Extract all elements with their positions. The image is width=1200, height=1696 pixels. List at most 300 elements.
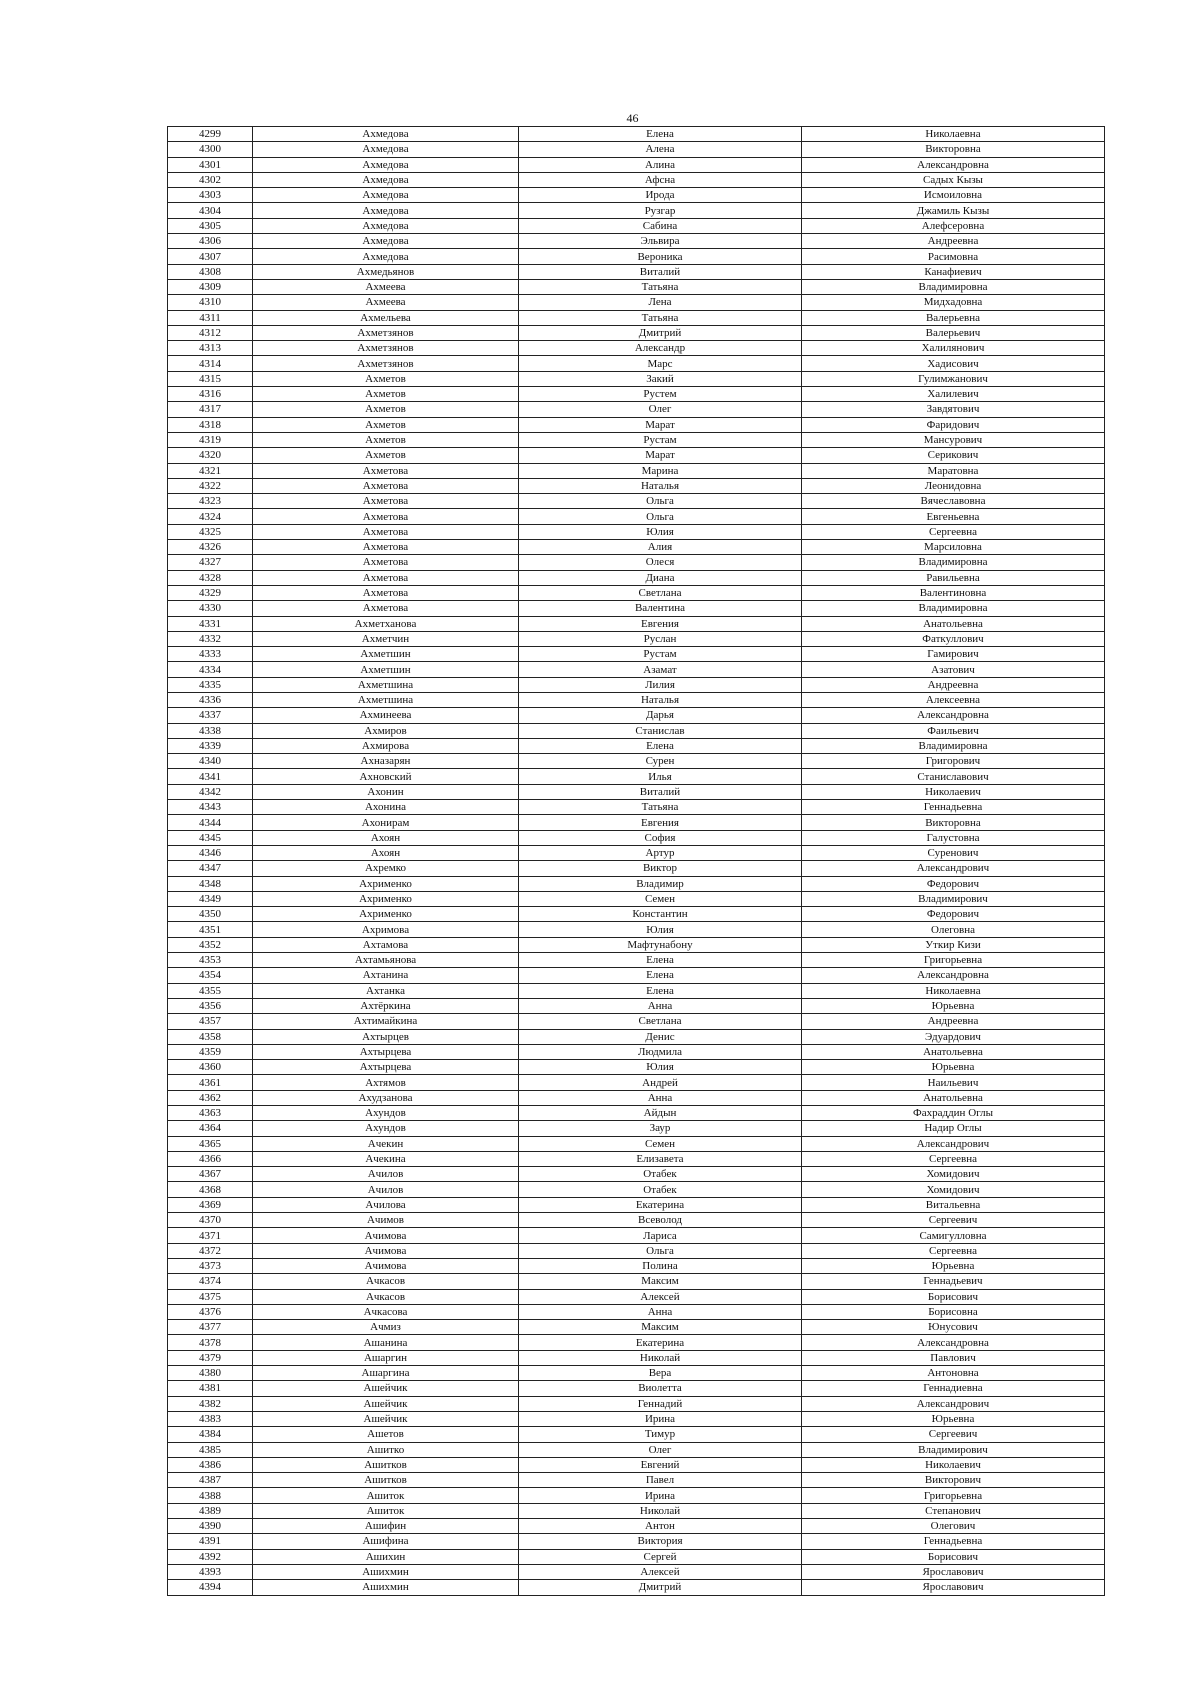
row-number-cell: 4352 — [168, 937, 253, 952]
table-row — [168, 295, 1105, 310]
last-name-cell: Ахметшина — [253, 677, 519, 692]
row-number-cell: 4305 — [168, 218, 253, 233]
row-number-cell: 4342 — [168, 784, 253, 799]
last-name-cell: Ачимов — [253, 1213, 519, 1228]
first-name-cell: Рустам — [519, 432, 802, 447]
last-name-cell: Ахметов — [253, 387, 519, 402]
row-number-cell: 4366 — [168, 1151, 253, 1166]
first-name-cell: Екатерина — [519, 1197, 802, 1212]
table-row — [168, 249, 1105, 264]
patronymic-cell: Хомидович — [802, 1182, 1105, 1197]
table-row — [168, 264, 1105, 279]
row-number-cell: 4309 — [168, 279, 253, 294]
patronymic-cell: Фаильевич — [802, 723, 1105, 738]
first-name-cell: Людмила — [519, 1044, 802, 1059]
patronymic-cell: Александровна — [802, 968, 1105, 983]
patronymic-cell: Надир Оглы — [802, 1121, 1105, 1136]
last-name-cell: Ачилов — [253, 1182, 519, 1197]
row-number-cell: 4312 — [168, 325, 253, 340]
table-row — [168, 1534, 1105, 1549]
table-row — [168, 1350, 1105, 1365]
table-row — [168, 1197, 1105, 1212]
first-name-cell: Юлия — [519, 524, 802, 539]
first-name-cell: Геннадий — [519, 1396, 802, 1411]
row-number-cell: 4379 — [168, 1350, 253, 1365]
first-name-cell: Вера — [519, 1366, 802, 1381]
patronymic-cell: Юрьевна — [802, 1258, 1105, 1273]
table-row — [168, 463, 1105, 478]
last-name-cell: Ахрименко — [253, 876, 519, 891]
first-name-cell: Константин — [519, 907, 802, 922]
table-row — [168, 631, 1105, 646]
last-name-cell: Ахонина — [253, 800, 519, 815]
first-name-cell: Алина — [519, 157, 802, 172]
first-name-cell: Диана — [519, 570, 802, 585]
row-number-cell: 4351 — [168, 922, 253, 937]
row-number-cell: 4346 — [168, 845, 253, 860]
row-number-cell: 4328 — [168, 570, 253, 585]
first-name-cell: Руслан — [519, 631, 802, 646]
patronymic-cell: Витальевна — [802, 1197, 1105, 1212]
last-name-cell: Ахтамова — [253, 937, 519, 952]
last-name-cell: Ачимова — [253, 1258, 519, 1273]
first-name-cell: Олег — [519, 1442, 802, 1457]
row-number-cell: 4336 — [168, 692, 253, 707]
last-name-cell: Ахмедова — [253, 172, 519, 187]
first-name-cell: Юлия — [519, 1060, 802, 1075]
last-name-cell: Ачкасов — [253, 1289, 519, 1304]
first-name-cell: Ольга — [519, 1243, 802, 1258]
row-number-cell: 4394 — [168, 1580, 253, 1595]
row-number-cell: 4360 — [168, 1060, 253, 1075]
last-name-cell: Ахметова — [253, 524, 519, 539]
table-row — [168, 1396, 1105, 1411]
first-name-cell: София — [519, 830, 802, 845]
row-number-cell: 4369 — [168, 1197, 253, 1212]
first-name-cell: Олег — [519, 402, 802, 417]
table-row — [168, 983, 1105, 998]
first-name-cell: Татьяна — [519, 800, 802, 815]
row-number-cell: 4323 — [168, 494, 253, 509]
row-number-cell: 4334 — [168, 662, 253, 677]
row-number-cell: 4301 — [168, 157, 253, 172]
table-row — [168, 861, 1105, 876]
table-row — [168, 1014, 1105, 1029]
patronymic-cell: Уткир Кизи — [802, 937, 1105, 952]
first-name-cell: Наталья — [519, 692, 802, 707]
patronymic-cell: Геннадьевич — [802, 1274, 1105, 1289]
table-row — [168, 1488, 1105, 1503]
patronymic-cell: Леонидовна — [802, 478, 1105, 493]
last-name-cell: Ахметова — [253, 494, 519, 509]
first-name-cell: Алена — [519, 142, 802, 157]
table-row — [168, 616, 1105, 631]
row-number-cell: 4330 — [168, 601, 253, 616]
table-row — [168, 127, 1105, 142]
patronymic-cell: Гамирович — [802, 647, 1105, 662]
table-row — [168, 417, 1105, 432]
patronymic-cell: Хомидович — [802, 1167, 1105, 1182]
first-name-cell: Виолетта — [519, 1381, 802, 1396]
patronymic-cell: Александровна — [802, 157, 1105, 172]
row-number-cell: 4348 — [168, 876, 253, 891]
table-row — [168, 387, 1105, 402]
first-name-cell: Олеся — [519, 555, 802, 570]
last-name-cell: Ачкасов — [253, 1274, 519, 1289]
table-row — [168, 1075, 1105, 1090]
table-row — [168, 1213, 1105, 1228]
table-row — [168, 1519, 1105, 1534]
row-number-cell: 4322 — [168, 478, 253, 493]
last-name-cell: Ашифина — [253, 1534, 519, 1549]
patronymic-cell: Анатольевна — [802, 1090, 1105, 1105]
row-number-cell: 4320 — [168, 448, 253, 463]
last-name-cell: Ахметов — [253, 448, 519, 463]
row-number-cell: 4345 — [168, 830, 253, 845]
table-row — [168, 540, 1105, 555]
row-number-cell: 4350 — [168, 907, 253, 922]
row-number-cell: 4374 — [168, 1274, 253, 1289]
patronymic-cell: Фаридович — [802, 417, 1105, 432]
patronymic-cell: Борисович — [802, 1549, 1105, 1564]
last-name-cell: Ахрименко — [253, 891, 519, 906]
row-number-cell: 4310 — [168, 295, 253, 310]
first-name-cell: Максим — [519, 1320, 802, 1335]
table-row — [168, 998, 1105, 1013]
table-row — [168, 1427, 1105, 1442]
patronymic-cell: Азатович — [802, 662, 1105, 677]
row-number-cell: 4307 — [168, 249, 253, 264]
last-name-cell: Ахметова — [253, 570, 519, 585]
table-row — [168, 1044, 1105, 1059]
patronymic-cell: Андреевна — [802, 1014, 1105, 1029]
table-row — [168, 953, 1105, 968]
last-name-cell: Ачилова — [253, 1197, 519, 1212]
table-row — [168, 585, 1105, 600]
patronymic-cell: Самигулловна — [802, 1228, 1105, 1243]
patronymic-cell: Хадисович — [802, 356, 1105, 371]
patronymic-cell: Маратовна — [802, 463, 1105, 478]
row-number-cell: 4341 — [168, 769, 253, 784]
last-name-cell: Ашитков — [253, 1473, 519, 1488]
row-number-cell: 4384 — [168, 1427, 253, 1442]
table-row — [168, 371, 1105, 386]
first-name-cell: Андрей — [519, 1075, 802, 1090]
patronymic-cell: Григорьевна — [802, 1488, 1105, 1503]
table-row — [168, 754, 1105, 769]
last-name-cell: Ачмиз — [253, 1320, 519, 1335]
patronymic-cell: Ярославович — [802, 1580, 1105, 1595]
table-row — [168, 1029, 1105, 1044]
table-row — [168, 524, 1105, 539]
table-row — [168, 555, 1105, 570]
last-name-cell: Ахметшина — [253, 692, 519, 707]
table-row — [168, 570, 1105, 585]
last-name-cell: Ашаргина — [253, 1366, 519, 1381]
last-name-cell: Ашихмин — [253, 1580, 519, 1595]
table-row — [168, 876, 1105, 891]
patronymic-cell: Александрович — [802, 1396, 1105, 1411]
patronymic-cell: Сергеевна — [802, 524, 1105, 539]
first-name-cell: Эльвира — [519, 234, 802, 249]
patronymic-cell: Ярославович — [802, 1564, 1105, 1579]
last-name-cell: Ахметов — [253, 371, 519, 386]
row-number-cell: 4327 — [168, 555, 253, 570]
table-row — [168, 325, 1105, 340]
row-number-cell: 4313 — [168, 341, 253, 356]
first-name-cell: Виталий — [519, 784, 802, 799]
first-name-cell: Татьяна — [519, 310, 802, 325]
last-name-cell: Ашейчик — [253, 1411, 519, 1426]
first-name-cell: Екатерина — [519, 1335, 802, 1350]
name-list-body — [168, 127, 1105, 1596]
first-name-cell: Николай — [519, 1350, 802, 1365]
patronymic-cell: Юнусович — [802, 1320, 1105, 1335]
patronymic-cell: Фаткуллович — [802, 631, 1105, 646]
first-name-cell: Виктория — [519, 1534, 802, 1549]
last-name-cell: Ахмеева — [253, 279, 519, 294]
patronymic-cell: Завдятович — [802, 402, 1105, 417]
first-name-cell: Владимир — [519, 876, 802, 891]
last-name-cell: Ахмедова — [253, 127, 519, 142]
patronymic-cell: Сергеевна — [802, 1243, 1105, 1258]
last-name-cell: Ахметова — [253, 555, 519, 570]
row-number-cell: 4319 — [168, 432, 253, 447]
row-number-cell: 4393 — [168, 1564, 253, 1579]
first-name-cell: Анна — [519, 998, 802, 1013]
last-name-cell: Ахтямов — [253, 1075, 519, 1090]
patronymic-cell: Равильевна — [802, 570, 1105, 585]
last-name-cell: Ачекин — [253, 1136, 519, 1151]
first-name-cell: Артур — [519, 845, 802, 860]
table-row — [168, 1136, 1105, 1151]
first-name-cell: Елена — [519, 738, 802, 753]
table-row — [168, 845, 1105, 860]
first-name-cell: Юлия — [519, 922, 802, 937]
first-name-cell: Елена — [519, 953, 802, 968]
last-name-cell: Ашитко — [253, 1442, 519, 1457]
row-number-cell: 4387 — [168, 1473, 253, 1488]
first-name-cell: Павел — [519, 1473, 802, 1488]
table-row — [168, 356, 1105, 371]
first-name-cell: Азамат — [519, 662, 802, 677]
first-name-cell: Дмитрий — [519, 325, 802, 340]
first-name-cell: Марат — [519, 417, 802, 432]
first-name-cell: Дмитрий — [519, 1580, 802, 1595]
table-row — [168, 1457, 1105, 1472]
last-name-cell: Ахмедьянов — [253, 264, 519, 279]
last-name-cell: Ашиток — [253, 1503, 519, 1518]
table-row — [168, 1320, 1105, 1335]
row-number-cell: 4381 — [168, 1381, 253, 1396]
last-name-cell: Ахмельева — [253, 310, 519, 325]
row-number-cell: 4337 — [168, 708, 253, 723]
row-number-cell: 4311 — [168, 310, 253, 325]
patronymic-cell: Расимовна — [802, 249, 1105, 264]
last-name-cell: Ашиток — [253, 1488, 519, 1503]
table-row — [168, 402, 1105, 417]
row-number-cell: 4331 — [168, 616, 253, 631]
table-row — [168, 800, 1105, 815]
table-row — [168, 1106, 1105, 1121]
patronymic-cell: Сергеевич — [802, 1427, 1105, 1442]
last-name-cell: Ахмеева — [253, 295, 519, 310]
row-number-cell: 4382 — [168, 1396, 253, 1411]
row-number-cell: 4385 — [168, 1442, 253, 1457]
last-name-cell: Ахмедова — [253, 218, 519, 233]
patronymic-cell: Григорьевна — [802, 953, 1105, 968]
row-number-cell: 4300 — [168, 142, 253, 157]
row-number-cell: 4389 — [168, 1503, 253, 1518]
first-name-cell: Отабек — [519, 1182, 802, 1197]
last-name-cell: Ахметзянов — [253, 341, 519, 356]
last-name-cell: Ахтанина — [253, 968, 519, 983]
patronymic-cell: Владимировна — [802, 555, 1105, 570]
first-name-cell: Елизавета — [519, 1151, 802, 1166]
table-row — [168, 1167, 1105, 1182]
table-row — [168, 1366, 1105, 1381]
table-row — [168, 601, 1105, 616]
row-number-cell: 4340 — [168, 754, 253, 769]
first-name-cell: Евгений — [519, 1457, 802, 1472]
last-name-cell: Ахремко — [253, 861, 519, 876]
patronymic-cell: Викторовна — [802, 815, 1105, 830]
patronymic-cell: Олеговна — [802, 922, 1105, 937]
patronymic-cell: Борисовна — [802, 1304, 1105, 1319]
row-number-cell: 4332 — [168, 631, 253, 646]
first-name-cell: Светлана — [519, 1014, 802, 1029]
table-row — [168, 1289, 1105, 1304]
patronymic-cell: Сергеевна — [802, 1151, 1105, 1166]
first-name-cell: Закий — [519, 371, 802, 386]
table-row — [168, 1274, 1105, 1289]
table-row — [168, 157, 1105, 172]
row-number-cell: 4344 — [168, 815, 253, 830]
table-row — [168, 341, 1105, 356]
last-name-cell: Ахундов — [253, 1106, 519, 1121]
first-name-cell: Рустам — [519, 647, 802, 662]
row-number-cell: 4349 — [168, 891, 253, 906]
table-row — [168, 1258, 1105, 1273]
patronymic-cell: Серикович — [802, 448, 1105, 463]
last-name-cell: Ахминеева — [253, 708, 519, 723]
last-name-cell: Ашихин — [253, 1549, 519, 1564]
row-number-cell: 4333 — [168, 647, 253, 662]
table-row — [168, 478, 1105, 493]
first-name-cell: Ольга — [519, 509, 802, 524]
first-name-cell: Лилия — [519, 677, 802, 692]
patronymic-cell: Андреевна — [802, 677, 1105, 692]
last-name-cell: Ачкасова — [253, 1304, 519, 1319]
last-name-cell: Ахновский — [253, 769, 519, 784]
last-name-cell: Ачекина — [253, 1151, 519, 1166]
table-row — [168, 784, 1105, 799]
row-number-cell: 4359 — [168, 1044, 253, 1059]
last-name-cell: Ашитков — [253, 1457, 519, 1472]
patronymic-cell: Андреевна — [802, 234, 1105, 249]
table-row — [168, 448, 1105, 463]
table-row — [168, 1335, 1105, 1350]
first-name-cell: Александр — [519, 341, 802, 356]
last-name-cell: Ахмедова — [253, 157, 519, 172]
first-name-cell: Семен — [519, 891, 802, 906]
last-name-cell: Ахтамьянова — [253, 953, 519, 968]
patronymic-cell: Валерьевич — [802, 325, 1105, 340]
patronymic-cell: Александровна — [802, 1335, 1105, 1350]
last-name-cell: Ашейчик — [253, 1396, 519, 1411]
table-row — [168, 1564, 1105, 1579]
row-number-cell: 4303 — [168, 188, 253, 203]
row-number-cell: 4388 — [168, 1488, 253, 1503]
patronymic-cell: Федорович — [802, 907, 1105, 922]
last-name-cell: Ахмедова — [253, 249, 519, 264]
row-number-cell: 4308 — [168, 264, 253, 279]
first-name-cell: Марина — [519, 463, 802, 478]
first-name-cell: Ольга — [519, 494, 802, 509]
first-name-cell: Татьяна — [519, 279, 802, 294]
row-number-cell: 4380 — [168, 1366, 253, 1381]
row-number-cell: 4317 — [168, 402, 253, 417]
first-name-cell: Анна — [519, 1304, 802, 1319]
first-name-cell: Елена — [519, 968, 802, 983]
table-row — [168, 922, 1105, 937]
row-number-cell: 4316 — [168, 387, 253, 402]
patronymic-cell: Халилевич — [802, 387, 1105, 402]
table-row — [168, 203, 1105, 218]
first-name-cell: Евгения — [519, 616, 802, 631]
first-name-cell: Ирина — [519, 1488, 802, 1503]
patronymic-cell: Николаевич — [802, 1457, 1105, 1472]
patronymic-cell: Алефсеровна — [802, 218, 1105, 233]
row-number-cell: 4343 — [168, 800, 253, 815]
first-name-cell: Афсна — [519, 172, 802, 187]
patronymic-cell: Анатольевна — [802, 1044, 1105, 1059]
table-row — [168, 662, 1105, 677]
patronymic-cell: Вячеславовна — [802, 494, 1105, 509]
table-row — [168, 738, 1105, 753]
table-row — [168, 1228, 1105, 1243]
patronymic-cell: Павлович — [802, 1350, 1105, 1365]
row-number-cell: 4299 — [168, 127, 253, 142]
row-number-cell: 4338 — [168, 723, 253, 738]
table-row — [168, 830, 1105, 845]
last-name-cell: Ахтырцева — [253, 1044, 519, 1059]
patronymic-cell: Владимировна — [802, 738, 1105, 753]
last-name-cell: Ахтырцева — [253, 1060, 519, 1075]
last-name-cell: Ахмирова — [253, 738, 519, 753]
table-row — [168, 968, 1105, 983]
first-name-cell: Светлана — [519, 585, 802, 600]
row-number-cell: 4367 — [168, 1167, 253, 1182]
last-name-cell: Ахметов — [253, 432, 519, 447]
name-list-table — [167, 126, 1105, 1596]
row-number-cell: 4378 — [168, 1335, 253, 1350]
row-number-cell: 4391 — [168, 1534, 253, 1549]
row-number-cell: 4325 — [168, 524, 253, 539]
row-number-cell: 4355 — [168, 983, 253, 998]
table-row — [168, 1243, 1105, 1258]
first-name-cell: Заур — [519, 1121, 802, 1136]
first-name-cell: Станислав — [519, 723, 802, 738]
patronymic-cell: Эдуардович — [802, 1029, 1105, 1044]
patronymic-cell: Владимировна — [802, 279, 1105, 294]
row-number-cell: 4339 — [168, 738, 253, 753]
last-name-cell: Ахметов — [253, 402, 519, 417]
row-number-cell: 4386 — [168, 1457, 253, 1472]
first-name-cell: Полина — [519, 1258, 802, 1273]
patronymic-cell: Канафиевич — [802, 264, 1105, 279]
table-row — [168, 1182, 1105, 1197]
